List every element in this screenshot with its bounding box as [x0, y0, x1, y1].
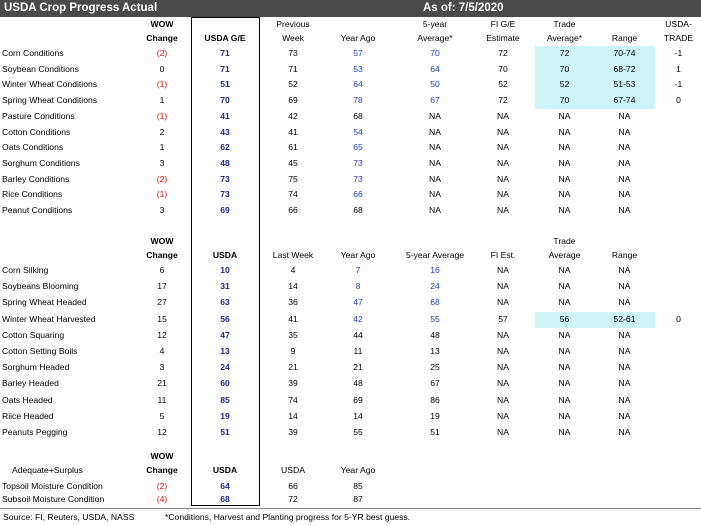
range-value: 52-61 — [613, 313, 636, 324]
previous-week-value: 69 — [288, 95, 298, 106]
previous-week-value: 52 — [288, 79, 298, 90]
five-year-average-value: 25 — [430, 362, 440, 373]
row-label: Corn Conditions — [2, 48, 64, 58]
wow-change-value: 4 — [159, 346, 165, 356]
row-label: Topsoil Moisture Condition — [2, 481, 103, 491]
range-value: NA — [618, 281, 631, 292]
trade-average-value: NA — [558, 378, 571, 389]
last-week-value: 9 — [290, 346, 296, 356]
wow-change-value: (1) — [156, 79, 168, 90]
year-ago-value: 47 — [353, 297, 363, 308]
trade-average-value: NA — [558, 281, 571, 292]
wow-change-value: 17 — [157, 281, 167, 292]
wow-change-value: 1 — [159, 142, 165, 153]
row-label: Winter Wheat Conditions — [2, 79, 98, 90]
usda-value: 56 — [220, 313, 230, 324]
five-year-average-header: 5-year Average — [405, 250, 465, 260]
previous-week-value: 74 — [288, 189, 298, 200]
last-week-header: Last Week — [272, 250, 314, 260]
fi-estimate-value: NA — [497, 410, 509, 421]
row-label: Corn Silking — [2, 265, 49, 275]
year-ago-value: 54 — [353, 126, 363, 137]
trade-header-2: Trade — [553, 236, 576, 246]
wow-header: WOW — [150, 19, 174, 29]
five-year-average-value: NA — [429, 157, 441, 168]
year-ago-value: 53 — [353, 63, 363, 74]
usda-value: 31 — [220, 281, 230, 292]
year-ago-value: 48 — [353, 378, 363, 389]
row-label: Subsoil Moisture Condition — [2, 494, 105, 504]
previous-header: Previous — [276, 19, 310, 29]
fi-estimate-value: NA — [497, 329, 509, 340]
wow-change-value: 11 — [157, 394, 167, 405]
year-ago-value: 78 — [353, 95, 363, 106]
year-ago-header-2: Year Ago — [340, 250, 376, 260]
year-ago-value: 21 — [353, 362, 363, 373]
fi-estimate-value: NA — [497, 378, 509, 389]
trade-header: Trade — [553, 19, 576, 29]
five-year-header: 5-year — [422, 19, 448, 29]
usda-value: 71 — [220, 48, 230, 58]
row-label: Peanut Conditions — [2, 205, 73, 215]
five-year-average-value: 48 — [430, 329, 440, 340]
usda-prev-header-3: USDA — [281, 465, 305, 475]
usda-value: 69 — [220, 205, 230, 215]
usda-trade-value: -1 — [674, 48, 683, 58]
previous-value: 72 — [288, 494, 298, 504]
range-value: NA — [618, 378, 631, 389]
usda-trade-value: 1 — [676, 63, 681, 74]
five-year-average-value: 19 — [430, 410, 440, 421]
previous-week-value: 75 — [288, 173, 298, 184]
usda-value: 19 — [220, 410, 230, 421]
usda-value: 62 — [220, 142, 230, 153]
previous-week-value: 71 — [288, 63, 298, 74]
trade-average-header: Average* — [546, 33, 583, 43]
previous-week-value: 66 — [288, 205, 298, 215]
year-ago-value: 68 — [353, 205, 363, 215]
range-value: NA — [618, 410, 631, 421]
trade-average-value: NA — [558, 329, 571, 340]
usda-value: 73 — [220, 173, 230, 184]
five-year-average-value: 86 — [430, 394, 440, 405]
fi-estimate-value: 57 — [498, 313, 508, 324]
usda-value: 51 — [220, 79, 230, 90]
previous-week-value: 61 — [288, 142, 298, 153]
previous-week-value: 73 — [288, 48, 298, 58]
trade-average-value: NA — [558, 427, 571, 437]
wow-change-value: (1) — [156, 110, 168, 121]
usda-value: 43 — [220, 126, 230, 137]
wow-change-value: 3 — [159, 157, 165, 168]
usda-value: 68 — [220, 494, 230, 504]
trade-average-value: NA — [558, 142, 571, 153]
year-ago-value: 68 — [353, 110, 363, 121]
year-ago-value: 87 — [353, 494, 363, 504]
range-value: NA — [618, 173, 631, 184]
five-year-average-value: 24 — [430, 281, 440, 292]
estimate-header: Estimate — [486, 33, 520, 43]
trade-average-value: NA — [558, 346, 571, 356]
trade-average-value: 52 — [559, 79, 570, 90]
year-ago-value: 69 — [353, 394, 363, 405]
five-year-average-value: 55 — [430, 313, 440, 324]
row-label: Rice Conditions — [2, 189, 63, 200]
last-week-value: 21 — [288, 362, 298, 373]
trade-average-value: NA — [558, 205, 571, 215]
as-of-date: As of: 7/5/2020 — [423, 2, 504, 14]
year-ago-header-3: Year Ago — [340, 465, 376, 475]
five-year-average-value: 51 — [430, 427, 440, 437]
row-label: Oats Conditions — [2, 142, 64, 153]
range-value: 67-74 — [613, 95, 636, 106]
usda-value: 73 — [220, 189, 230, 200]
year-ago-value: 7 — [355, 265, 361, 275]
range-value: 68-72 — [613, 63, 636, 74]
five-year-average-value: 67 — [430, 378, 440, 389]
usda-value: 64 — [220, 481, 230, 491]
wow-change-value: 15 — [157, 313, 167, 324]
previous-week-value: 42 — [288, 110, 298, 121]
fi-estimate-value: NA — [497, 346, 509, 356]
row-label: Spring Wheat Headed — [2, 297, 87, 308]
year-ago-value: 14 — [353, 410, 363, 421]
five-year-average-value: 50 — [430, 79, 440, 90]
fi-estimate-value: NA — [497, 394, 509, 405]
usda-value: 85 — [220, 394, 230, 405]
five-year-average-value: 13 — [430, 346, 440, 356]
usda-value: 70 — [220, 95, 230, 106]
fi-ge-header: FI G/E — [490, 19, 516, 29]
wow-change-value: 3 — [159, 205, 165, 215]
last-week-value: 14 — [288, 410, 298, 421]
year-ago-value: 64 — [353, 79, 363, 90]
usda-trade-value: -1 — [674, 79, 683, 90]
wow-change-value: 5 — [159, 410, 165, 421]
five-year-average-value: 64 — [430, 63, 440, 74]
wow-change-value: 0 — [159, 63, 165, 74]
usda-trade-value: 0 — [676, 313, 681, 324]
row-label: Peanuts Pegging — [2, 427, 68, 437]
year-ago-value: 73 — [353, 157, 363, 168]
year-ago-value: 66 — [353, 189, 363, 200]
wow-change-value: (2) — [156, 481, 168, 491]
usda-value: 51 — [220, 427, 230, 437]
last-week-value: 74 — [288, 394, 298, 405]
row-label: Sorghum Conditions — [2, 157, 80, 168]
wow-change-value: 1 — [159, 95, 165, 106]
wow-change-header-3: Change — [146, 465, 178, 475]
row-label: Riice Headed — [2, 410, 54, 421]
trade-average-value: NA — [558, 173, 571, 184]
last-week-value: 41 — [288, 313, 298, 324]
range-header-2: Range — [611, 250, 638, 260]
row-label: Winter Wheat Harvested — [2, 313, 96, 324]
wow-change-value: (1) — [156, 189, 168, 200]
report-title: USDA Crop Progress Actual — [4, 2, 158, 14]
range-value: NA — [618, 329, 631, 340]
conditions-note: *Conditions, Harvest and Planting progress for 5-YR best guess. — [165, 512, 411, 522]
fi-estimate-value: NA — [497, 297, 509, 308]
range-value: NA — [618, 346, 631, 356]
adequate-surplus-header: Adequate+Surplus — [12, 465, 83, 475]
last-week-value: 36 — [288, 297, 298, 308]
range-header: Range — [611, 33, 638, 43]
fi-estimate-value: NA — [497, 205, 509, 215]
usda-value: 47 — [220, 329, 230, 340]
fi-estimate-value: NA — [497, 265, 509, 275]
trade-average-value: NA — [558, 297, 571, 308]
usda-value: 41 — [220, 110, 230, 121]
last-week-value: 39 — [288, 378, 298, 389]
year-ago-value: 42 — [353, 313, 363, 324]
trade-average-value: 72 — [559, 48, 570, 58]
usda-value: 13 — [220, 346, 230, 356]
wow-change-header: Change — [146, 33, 178, 43]
wow-change-value: 21 — [157, 378, 167, 389]
last-week-value: 14 — [288, 281, 298, 292]
trade-diff-header: TRADE — [663, 33, 694, 43]
year-ago-value: 57 — [353, 48, 363, 58]
range-value: NA — [618, 394, 631, 405]
trade-average-header-2: Average — [548, 250, 581, 260]
range-value: 51-53 — [613, 79, 636, 90]
year-ago-value: 65 — [353, 142, 363, 153]
trade-average-value: NA — [558, 265, 571, 275]
wow-change-value: (2) — [156, 48, 168, 58]
fi-estimate-value: NA — [497, 126, 509, 137]
trade-average-value: NA — [558, 110, 571, 121]
trade-average-value: NA — [558, 410, 571, 421]
fi-estimate-value: NA — [497, 281, 509, 292]
fi-estimate-value: NA — [497, 142, 509, 153]
fi-estimate-value: NA — [497, 157, 509, 168]
fi-estimate-value: NA — [497, 189, 509, 200]
usda-header-2: USDA — [212, 250, 238, 260]
usda-ge-header: USDA G/E — [204, 33, 246, 43]
row-label: Spring Wheat Conditions — [2, 95, 98, 106]
wow-change-value: (4) — [156, 494, 168, 504]
usda-value: 24 — [220, 362, 230, 373]
previous-week-value: 45 — [288, 157, 298, 168]
wow-change-value: 12 — [157, 329, 167, 340]
wow-header-2: WOW — [150, 236, 174, 246]
year-ago-value: 11 — [353, 346, 363, 356]
year-ago-value: 85 — [353, 481, 363, 491]
fi-estimate-value: 72 — [498, 48, 508, 58]
usda-value: 71 — [220, 63, 230, 74]
range-value: NA — [618, 189, 631, 200]
wow-change-value: 6 — [159, 265, 165, 275]
average-header: Average* — [417, 33, 453, 43]
row-label: Cotton Squaring — [2, 329, 65, 340]
usda-trade-header: USDA- — [665, 19, 692, 29]
range-value: NA — [618, 126, 631, 137]
previous-value: 66 — [288, 481, 298, 491]
year-ago-header: Year Ago — [340, 33, 376, 43]
five-year-average-value: NA — [429, 142, 441, 153]
trade-average-value: NA — [558, 157, 571, 168]
trade-average-value: 70 — [559, 63, 570, 74]
trade-average-value: NA — [558, 362, 571, 373]
wow-change-value: 12 — [157, 427, 167, 437]
row-label: Cotton Conditions — [2, 126, 71, 137]
week-header: Week — [282, 33, 304, 43]
trade-average-value: 70 — [559, 95, 570, 106]
trade-average-value: NA — [558, 189, 571, 200]
five-year-average-value: 68 — [430, 297, 440, 308]
range-value: NA — [618, 157, 631, 168]
usda-value: 48 — [220, 157, 230, 168]
five-year-average-value: 67 — [430, 95, 440, 106]
row-label: Pasture Conditions — [2, 110, 75, 121]
five-year-average-value: 16 — [430, 265, 440, 275]
year-ago-value: 8 — [355, 281, 361, 292]
row-label: Soybean Conditions — [2, 63, 79, 74]
range-value: NA — [618, 205, 631, 215]
wow-change-value: 27 — [157, 297, 167, 308]
trade-average-value: NA — [558, 126, 571, 137]
fi-estimate-value: NA — [497, 427, 509, 437]
range-value: NA — [618, 362, 631, 373]
usda-header-3: USDA — [212, 465, 238, 475]
row-label: Soybeans Blooming — [2, 281, 79, 292]
wow-change-value: 2 — [159, 126, 165, 137]
usda-value: 10 — [220, 265, 230, 275]
fi-estimate-value: NA — [497, 362, 509, 373]
range-value: NA — [618, 297, 631, 308]
row-label: Barley Headed — [2, 378, 59, 389]
range-value: NA — [618, 427, 631, 437]
wow-change-value: 3 — [159, 362, 165, 373]
fi-estimate-value: 70 — [498, 63, 508, 74]
usda-trade-value: 0 — [676, 95, 681, 106]
year-ago-value: 44 — [353, 329, 363, 340]
range-value: NA — [618, 142, 631, 153]
last-week-value: 39 — [288, 427, 298, 437]
usda-value: 63 — [220, 297, 230, 308]
range-value: NA — [618, 110, 631, 121]
usda-value: 60 — [220, 378, 230, 389]
footer — [0, 508, 701, 525]
five-year-average-value: NA — [429, 110, 441, 121]
fi-estimate-value: NA — [497, 110, 509, 121]
row-label: Oats Headed — [2, 394, 53, 405]
fi-estimate-value: 52 — [498, 79, 508, 90]
source-note: Source: FI, Reuters, USDA, NASS — [3, 512, 135, 522]
last-week-value: 4 — [290, 265, 296, 275]
previous-week-value: 41 — [288, 126, 298, 137]
trade-average-value: NA — [558, 394, 571, 405]
wow-header-3: WOW — [150, 451, 174, 461]
five-year-average-value: NA — [429, 126, 441, 137]
wow-change-header-2: Change — [146, 250, 178, 260]
range-value: NA — [618, 265, 631, 275]
title-bar — [0, 0, 701, 17]
row-label: Cotton Setting Boils — [2, 346, 78, 356]
fi-estimate-value: NA — [497, 173, 509, 184]
fi-est-header: FI Est. — [490, 250, 516, 260]
range-value: 70-74 — [613, 48, 636, 58]
five-year-average-value: NA — [429, 173, 441, 184]
five-year-average-value: NA — [429, 189, 441, 200]
trade-average-value: 56 — [559, 313, 570, 324]
year-ago-value: 73 — [353, 173, 363, 184]
row-label: Sorghum Headed — [2, 362, 70, 373]
fi-estimate-value: 72 — [498, 95, 508, 106]
wow-change-value: (2) — [156, 173, 168, 184]
last-week-value: 35 — [288, 329, 298, 340]
row-label: Barley Conditions — [2, 173, 70, 184]
five-year-average-value: 70 — [430, 48, 440, 58]
five-year-average-value: NA — [429, 205, 441, 215]
year-ago-value: 55 — [353, 427, 363, 437]
